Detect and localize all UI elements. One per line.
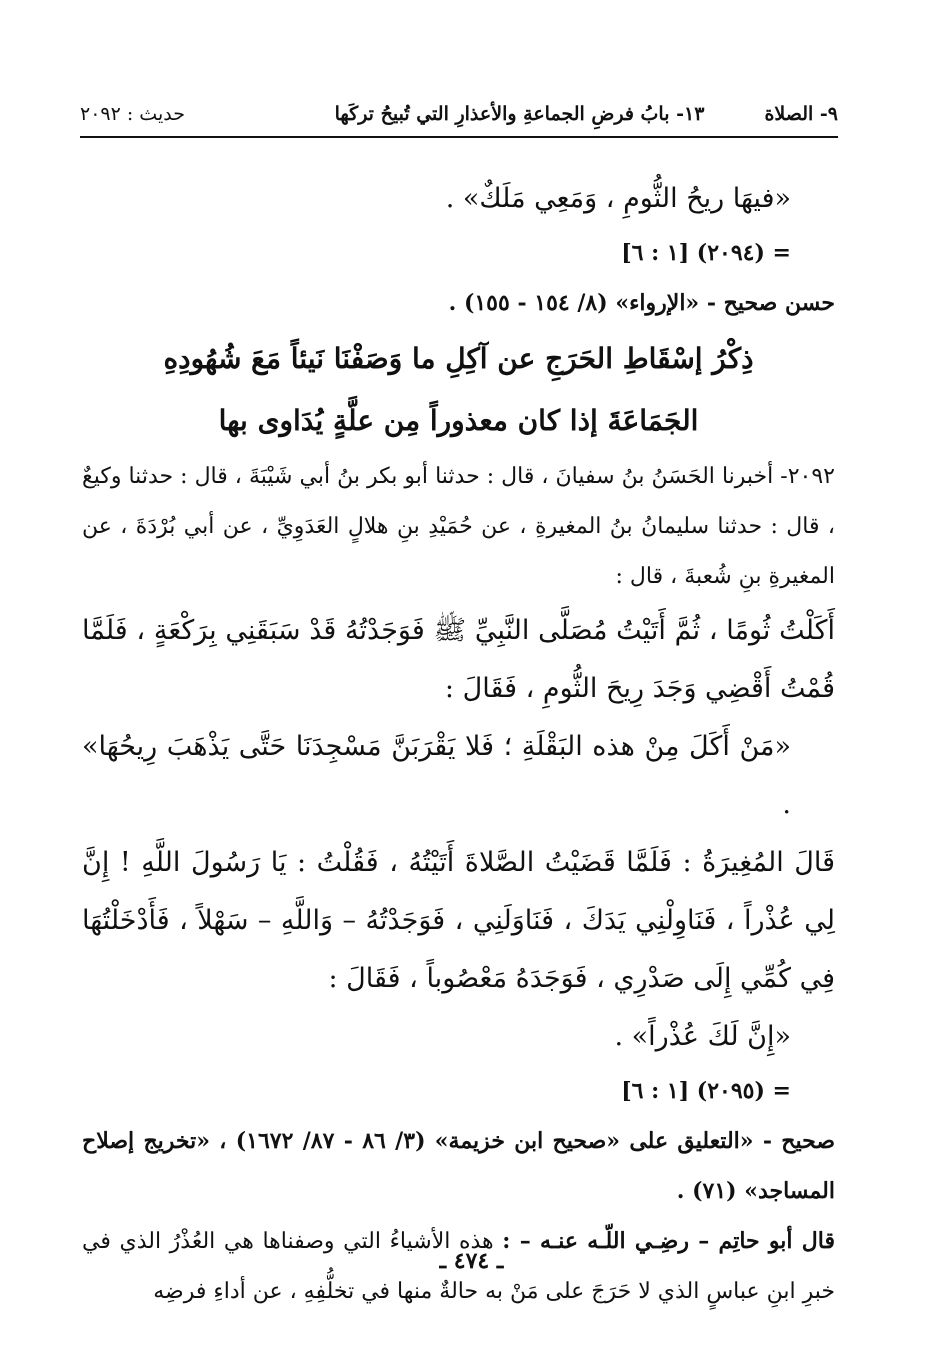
- grading-note-1: حسن صحيح - «الإرواء» (٨/ ١٥٤ - ١٥٥) .: [448, 290, 835, 316]
- hadith-2092-mughira-account: قَالَ المُغِيرَةُ : فَلَمَّا قَضَيْتُ الصَّلاةَ أَتَيْتُهُ ، فَقُلْتُ : يَا رَسُولَ اللَّهِ ! إِنَّ لِي عُذْراً ، فَنَاوِلْنِي يَدَكَ ، فَنَاوَلَنِي ، فَوَجَدْتُهُ – وَاللَّهِ – سَهْلاً ، فَأَدْخَلْتُهَا فِي كُمِّي إِلَى صَدْرِي ، فَوَجَدَهُ مَعْصُوباً ، فَقَالَ :: [82, 847, 835, 994]
- hadith-2092-prophet-saying: «مَنْ أَكَلَ مِنْ هذه البَقْلَةِ ؛ فَلا يَقْرَبَنَّ مَسْجِدَنَا حَتَّى يَذْهَبَ رِيحُهَا» .: [82, 731, 791, 820]
- page-body: [82, 170, 835, 1317]
- page-number: ـ ٤٧٤ ـ: [439, 1248, 504, 1274]
- hadith-2092-prophet-reply: «إِنَّ لَكَ عُذْراً» .: [614, 1021, 791, 1052]
- running-header: [80, 96, 838, 132]
- cross-reference-2094: = (٢٠٩٤) [١ : ٦]: [621, 240, 791, 266]
- abu-hatim-text: هذه الأشياءُ التي وصفناها هي العُذْرُ الذي في خبرِ ابنِ عباسٍ الذي لا حَرَجَ على مَنْ به حالةٌ منها في تخلُّفِهِ ، عن أداءِ فرضِه: [82, 1229, 835, 1304]
- header-chapter: ٩- الصلاة: [764, 103, 838, 125]
- cross-reference-2095: = (٢٠٩٥) [١ : ٦]: [621, 1078, 791, 1104]
- header-right-group: [335, 103, 838, 125]
- grading-note-2: صحيح - «التعليق على «صحيح ابن خزيمة» (٣/ ٨٦ - ٨٧/ ١٦٧٢) ، «تخريج إصلاح المساجد» (٧١) .: [82, 1128, 836, 1204]
- hadith-2092-matn: أَكَلْتُ ثُومًا ، ثُمَّ أَتَيْتُ مُصَلَّى النَّبِيِّ ﷺ فَوَجَدْتُهُ قَدْ سَبَقَنِي بِرَكْعَةٍ ، فَلَمَّا قُمْتُ أَقْضِي وَجَدَ رِيحَ الثُّومِ ، فَقَالَ :: [82, 615, 835, 704]
- prophetic-quote-end: «فيهَا ريحُ الثُّومِ ، وَمَعِي مَلَكٌ» .: [445, 183, 791, 214]
- header-divider: [80, 136, 838, 138]
- header-hadith-number: حديث : ٢٠٩٢: [80, 103, 185, 125]
- section-heading-line-2: الجَمَاعَةَ إذا كان معذوراً مِن علَّةٍ يُدَاوى بها: [218, 404, 699, 437]
- abu-hatim-lead: قال أبو حاتِم – رضِـي اللّـه عنـه – :: [502, 1228, 835, 1254]
- hadith-2092-isnad: ٢٠٩٢- أخبرنا الحَسَنُ بنُ سفيانَ ، قال : حدثنا أبو بكر بنُ أبي شَيْبَةَ ، قال : حدثنا وكيعٌ ، قال : حدثنا سليمانُ بنُ المغيرةِ ، عن حُمَيْدِ بنِ هلالٍ العَدَوِيِّ ، عن أبي بُرْدَةَ ، عن المغيرةِ بنِ شُعبةَ ، قال :: [82, 464, 835, 589]
- section-heading-line-1: ذِكْرُ إسْقَاطِ الحَرَجِ عن آكِلِ ما وَصَفْنَا نَيئاً مَعَ شُهُودِهِ: [163, 342, 754, 375]
- header-bab-title: ١٣- بابُ فرضِ الجماعةِ والأعذارِ التي تُبيحُ تركَها: [334, 103, 705, 125]
